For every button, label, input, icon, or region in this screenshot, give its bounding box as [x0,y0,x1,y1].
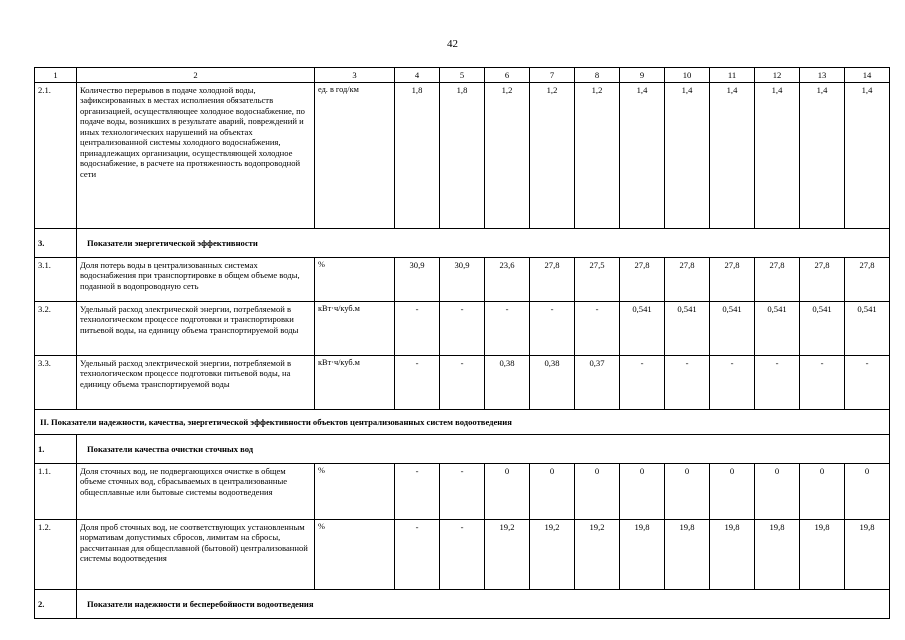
row-value: 19,8 [800,520,845,590]
row-value: 19,2 [530,520,575,590]
row-value: 27,8 [755,258,800,302]
row-value: 0 [530,464,575,520]
table-row [35,464,890,520]
row-value: 23,6 [485,258,530,302]
row-value: - [845,356,890,410]
row-value: 27,8 [710,258,755,302]
row-value: - [575,302,620,356]
row-value: 19,8 [845,520,890,590]
row-value: 19,2 [575,520,620,590]
section-number: 1. [35,435,77,464]
section-heading-row [35,229,890,258]
row-value: - [530,302,575,356]
indicators-table [34,67,890,619]
row-value: 0 [710,464,755,520]
row-number: 3.1. [35,258,77,302]
header-cell: 7 [530,68,575,83]
table-row [35,302,890,356]
row-value: 27,8 [620,258,665,302]
row-unit: ед. в год/км [315,83,395,229]
row-value: 1,4 [845,83,890,229]
row-value: 0,541 [755,302,800,356]
major-heading-row [35,410,890,435]
row-value: - [395,520,440,590]
row-value: - [440,356,485,410]
row-value: 0,541 [710,302,755,356]
section-title: Показатели надежности и бесперебойности водоотведения [77,590,890,619]
table-body [35,68,890,619]
row-value: 0 [575,464,620,520]
section-heading-row [35,590,890,619]
row-value: - [395,302,440,356]
header-cell: 5 [440,68,485,83]
row-number: 2.1. [35,83,77,229]
row-value: 19,8 [755,520,800,590]
header-cell: 8 [575,68,620,83]
row-description: Доля потерь воды в централизованных системах водоснабжения при транспортировке в общем объеме воды, поданной в водопроводную сеть [77,258,315,302]
header-cell: 14 [845,68,890,83]
header-cell: 4 [395,68,440,83]
row-unit: % [315,520,395,590]
row-value: 0,37 [575,356,620,410]
section-number: 2. [35,590,77,619]
row-value: 1,4 [755,83,800,229]
row-value: 19,8 [665,520,710,590]
page-number: 42 [447,38,458,50]
row-value: - [395,464,440,520]
row-value: 1,2 [485,83,530,229]
row-description: Доля сточных вод, не подвергающихся очистке в общем объеме сточных вод, сбрасываемых в централизованные общесплавные или бытовые системы водоотведения [77,464,315,520]
row-number: 3.2. [35,302,77,356]
row-number: 1.2. [35,520,77,590]
row-value: 19,8 [710,520,755,590]
row-value: 19,8 [620,520,665,590]
row-value: - [710,356,755,410]
major-section-title: II. Показатели надежности, качества, энергетической эффективности объектов централизованных систем водоотведения [35,410,890,435]
row-value: - [395,356,440,410]
section-title: Показатели качества очистки сточных вод [77,435,890,464]
section-number: 3. [35,229,77,258]
row-value: 0 [485,464,530,520]
row-value: 1,4 [800,83,845,229]
row-value: 0 [665,464,710,520]
row-value: - [440,464,485,520]
section-heading-row [35,435,890,464]
row-unit: кВт·ч/куб.м [315,302,395,356]
section-title: Показатели энергетической эффективности [77,229,890,258]
row-value: 27,8 [845,258,890,302]
row-value: - [800,356,845,410]
row-value: 30,9 [440,258,485,302]
row-number: 3.3. [35,356,77,410]
header-cell: 10 [665,68,710,83]
row-value: 0 [755,464,800,520]
row-value: 1,4 [620,83,665,229]
row-unit: % [315,464,395,520]
header-cell: 3 [315,68,395,83]
row-value: - [440,520,485,590]
row-description: Удельный расход электрической энергии, потребляемой в технологическом процессе подготовки и транспортировки питьевой воды, на единицу объема транспортируемой воды [77,302,315,356]
row-value: 30,9 [395,258,440,302]
header-cell: 12 [755,68,800,83]
row-value: 27,8 [530,258,575,302]
header-cell: 1 [35,68,77,83]
row-value: 0 [620,464,665,520]
row-description: Удельный расход электрической энергии, потребляемой в технологическом процессе подготовки питьевой воды, на единицу объема транспортируемой воды [77,356,315,410]
row-value: 19,2 [485,520,530,590]
header-cell: 9 [620,68,665,83]
row-value: 1,2 [530,83,575,229]
row-value: 1,8 [395,83,440,229]
row-value: 0,38 [485,356,530,410]
row-value: - [620,356,665,410]
row-value: 1,4 [665,83,710,229]
header-cell: 6 [485,68,530,83]
header-cell: 11 [710,68,755,83]
row-value: 0,541 [620,302,665,356]
row-number: 1.1. [35,464,77,520]
row-value: 27,5 [575,258,620,302]
table-row [35,83,890,229]
row-value: 27,8 [800,258,845,302]
row-value: 0 [845,464,890,520]
header-cell: 13 [800,68,845,83]
row-value: 1,8 [440,83,485,229]
row-unit: % [315,258,395,302]
row-value: 0,38 [530,356,575,410]
row-value: - [755,356,800,410]
row-value: - [440,302,485,356]
table-row [35,258,890,302]
row-value: 1,2 [575,83,620,229]
table-row [35,356,890,410]
row-value: 0 [800,464,845,520]
row-description: Количество перерывов в подаче холодной воды, зафиксированных в местах исполнения обязательств организацией, осуществляющее холодное водоснабжение, по подаче воды, возникших в результате аварий, повреждений и иных технологических нарушений на объектах централизованной системы холодного водоснабжения, принадлежащих организации, осуществляющей холодное водоснабжение, в расчете на протяженность водопроводной сети [77,83,315,229]
header-cell: 2 [77,68,315,83]
row-value: - [665,356,710,410]
row-unit: кВт·ч/куб.м [315,356,395,410]
row-value: 1,4 [710,83,755,229]
row-value: 27,8 [665,258,710,302]
row-value: 0,541 [665,302,710,356]
row-description: Доля проб сточных вод, не соответствующих установленным нормативам допустимых сбросов, лимитам на сбросы, рассчитанная для общесплавной (бытовой) централизованной системы водоотведения [77,520,315,590]
table-row [35,520,890,590]
header-row [35,68,890,83]
row-value: 0,541 [845,302,890,356]
row-value: 0,541 [800,302,845,356]
row-value: - [485,302,530,356]
